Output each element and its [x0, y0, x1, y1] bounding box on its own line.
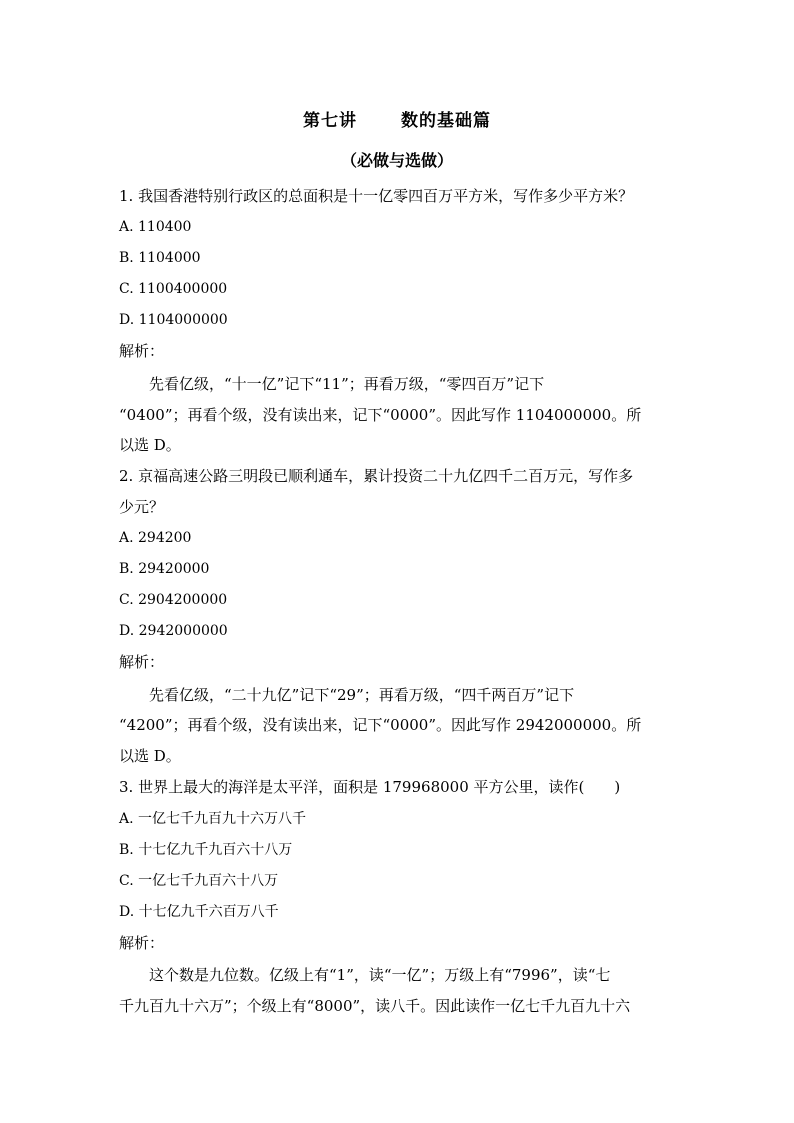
- q2-analysis-line: “4200”；再看个级，没有读出来，记下“0000”。因此写作 2942000000。所: [119, 716, 642, 734]
- q1-analysis-line: “0400”；再看个级，没有读出来，记下“0000”。因此写作 1104000000。所: [119, 406, 642, 424]
- q1-option-c: C. 1100400000: [119, 281, 228, 297]
- q2-option-a: A. 294200: [119, 530, 192, 546]
- q2-question-line: 少元？: [119, 498, 165, 516]
- q3-analysis-label: 解析：: [119, 934, 165, 952]
- q3-question: 3. 世界上最大的海洋是太平洋，面积是 179968000 平方公里，读作( ): [119, 778, 621, 796]
- q2-analysis-label: 解析：: [119, 653, 165, 671]
- q3-option-d: D. 十七亿九千六百万八千: [119, 904, 279, 920]
- q3-analysis-line: 千九百九十六万”；个级上有“8000”，读八千。因此读作一亿七千九百九十六: [119, 997, 631, 1015]
- q2-option-b: B. 29420000: [119, 561, 210, 577]
- q1-analysis-line: 以选 D。: [119, 436, 181, 454]
- q1-analysis-line: 先看亿级，“十一亿”记下“11”；再看万级，“零四百万”记下: [149, 375, 545, 393]
- q3-analysis-line: 这个数是九位数。亿级上有“1”，读“一亿”；万级上有“7996”，读“七: [149, 966, 611, 984]
- q2-option-d: D. 2942000000: [119, 623, 228, 639]
- title-topic: 数的基础篇: [401, 111, 491, 131]
- q1-option-a: A. 110400: [119, 219, 192, 235]
- title-lecture: 第七讲: [303, 111, 357, 131]
- page-title: [0, 106, 794, 131]
- q2-analysis-line: 以选 D。: [119, 747, 181, 765]
- q1-question: 1. 我国香港特别行政区的总面积是十一亿零四百万平方米，写作多少平方米？: [119, 187, 634, 205]
- q1-option-b: B. 1104000: [119, 250, 201, 266]
- q1-option-d: D. 1104000000: [119, 312, 228, 328]
- page-subtitle: （必做与选做）: [340, 151, 453, 170]
- q2-option-c: C. 2904200000: [119, 592, 228, 608]
- q1-analysis-label: 解析：: [119, 342, 165, 360]
- q3-option-a: A. 一亿七千九百九十六万八千: [119, 811, 307, 827]
- q3-option-c: C. 一亿七千九百六十八万: [119, 873, 279, 889]
- q3-option-b: B. 十七亿九千九百六十八万: [119, 842, 293, 858]
- q2-question-line: 2. 京福高速公路三明段已顺利通车，累计投资二十九亿四千二百万元，写作多: [119, 467, 634, 485]
- q2-analysis-line: 先看亿级，“二十九亿”记下“29”；再看万级，“四千两百万”记下: [149, 686, 575, 704]
